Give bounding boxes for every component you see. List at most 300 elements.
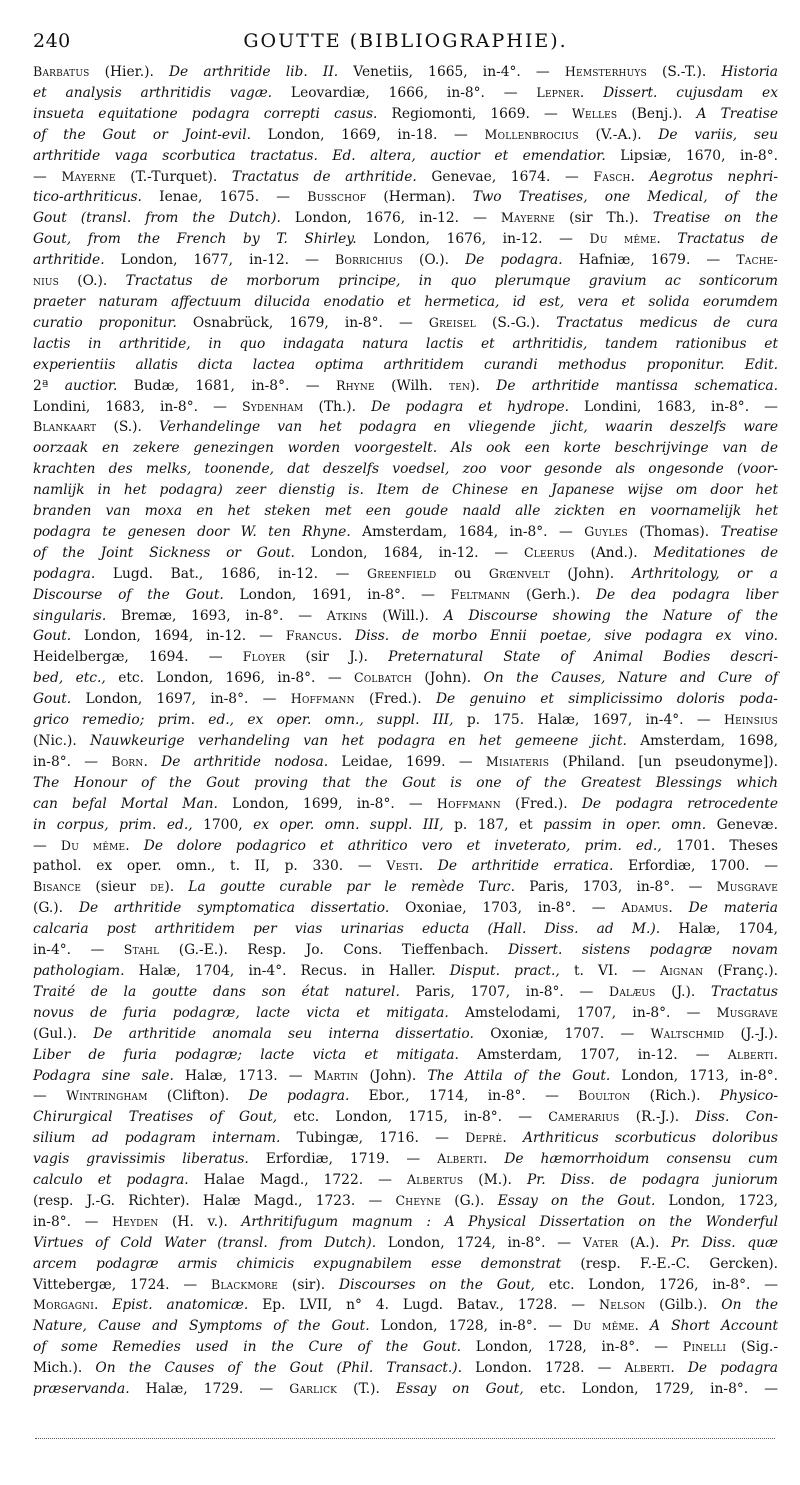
text-run: Bremæ, 1693, in-8°. — <box>106 607 327 624</box>
text-line <box>33 668 778 689</box>
text-run: ). <box>470 377 497 394</box>
italic-title: De podagra. <box>248 1088 350 1105</box>
italic-title: arthritide vaga scorbutica tractatus. Ed. altera, auctior et emendatior. <box>33 147 606 164</box>
italic-title: De genuino et simplicissimo doloris poda- <box>436 691 778 708</box>
author-name: Martin <box>313 1067 359 1083</box>
italic-title: podagra. <box>33 565 96 582</box>
text-run: Leovardiæ, 1666, in-8°. — <box>272 84 537 101</box>
author-name: Vater <box>582 1234 619 1250</box>
text-run: Oxoniae, 1703, in-8°. — <box>389 900 622 917</box>
text-run: p. 175. Halæ, 1697, in-4°. — <box>453 712 724 729</box>
italic-title: Podagra sine sale. <box>33 1067 174 1084</box>
italic-title: Tractatus de arthritide. <box>231 168 417 185</box>
italic-title: On the Causes of the Gout (Phil. Transact.). <box>95 1360 463 1377</box>
italic-title: Gout (transl. from the Dutch). <box>33 210 281 227</box>
text-run: 1701. Theses <box>661 837 779 854</box>
author-name: Barbatus <box>33 64 90 79</box>
text-run: Halae Magd., 1722. — <box>188 1172 407 1189</box>
text-run: (M.). <box>463 1172 527 1189</box>
author-name: Greisel <box>428 314 476 330</box>
text-run: . <box>773 1046 778 1063</box>
text-run: (Nic.). <box>33 733 91 749</box>
author-name: Garlick <box>289 1381 338 1397</box>
author-name: Busschof <box>307 189 367 205</box>
author-name: Adamus <box>621 900 669 916</box>
italic-title: calculo et podagra. <box>33 1172 189 1189</box>
text-run: (sieur <box>81 879 151 896</box>
text-line <box>33 961 778 982</box>
text-line <box>33 146 778 167</box>
text-run: (John). <box>411 670 484 687</box>
text-run: Londini, 1683, in-8°. — <box>569 398 778 415</box>
text-run: . <box>125 837 144 854</box>
text-line <box>33 1316 778 1337</box>
text-run: . <box>630 168 650 185</box>
text-run: 2ª <box>33 377 65 394</box>
text-run: in-8°. — <box>33 1213 113 1230</box>
text-run: Halæ, 1729. — <box>129 1381 290 1398</box>
italic-title: Essay on the Gout. <box>497 1192 656 1209</box>
text-line <box>33 585 778 606</box>
author-name: Morgagni <box>33 1297 94 1313</box>
text-line <box>33 1337 778 1358</box>
text-line <box>33 710 778 731</box>
italic-title: On the <box>721 1297 778 1314</box>
text-line <box>33 773 778 794</box>
text-line <box>33 376 778 397</box>
text-line <box>33 397 778 418</box>
author-name: Nelson <box>599 1297 646 1313</box>
text-run: Oxoniæ, 1707. — <box>473 1025 651 1042</box>
italic-title: podagra te genesen door W. ten Rhyne. <box>33 523 351 540</box>
text-run: London, 1728, in-8°. — <box>369 1318 574 1335</box>
text-run: Erfordiæ, 1719. — <box>248 1151 438 1168</box>
text-run: Lugd. Bat., 1686, in-12. — <box>95 565 368 582</box>
text-line <box>33 313 778 334</box>
text-line <box>33 1254 778 1275</box>
text-run: (Clifton). <box>147 1088 249 1105</box>
italic-title: De arthritide symptomatica dissertatio. <box>78 900 390 917</box>
author-name: Alberti <box>624 1360 671 1376</box>
text-run: (Rich.). <box>630 1088 720 1105</box>
italic-title: Tractatus de morborum principe, in quo plerumque gravium ac sonticorum <box>125 273 778 290</box>
italic-title: De variis, seu <box>658 126 778 143</box>
text-run: (John). <box>549 565 632 582</box>
text-run: ou <box>436 565 489 582</box>
text-run: Venetiis, 1665, in-4°. — <box>338 64 565 80</box>
author-name: Lepner <box>536 84 580 100</box>
author-name: Pinelli <box>682 1339 727 1355</box>
text-run: (John). <box>358 1067 428 1084</box>
text-line <box>33 1003 778 1024</box>
text-run: Halæ, 1704, <box>660 921 779 938</box>
text-line <box>33 292 778 313</box>
text-run: (Th.). <box>303 398 372 415</box>
text-run: (H. v.). <box>158 1213 242 1230</box>
text-run: (sir Th.). <box>555 210 653 227</box>
text-run: . <box>483 1151 505 1168</box>
text-line <box>33 1107 778 1128</box>
italic-title: A Short Account <box>650 1318 779 1335</box>
page-header <box>33 30 778 56</box>
italic-title: Chirurgical Treatises of Gout, <box>33 1109 278 1126</box>
italic-title: De dolore podagrico et athritico vero et inveterato, prim. ed., <box>143 837 662 854</box>
italic-title: The Honour of the Gout proving that the Gout is one of the Greatest Blessings which <box>33 774 778 791</box>
text-line <box>33 417 778 438</box>
author-name: Alberti <box>727 1046 774 1062</box>
text-run: Amstelodami, 1707, in-8°. — <box>448 1004 717 1021</box>
italic-title: Tractatus <box>710 983 778 1000</box>
italic-title: Gout. <box>33 628 72 645</box>
italic-title: De arthritide nodosa. <box>161 753 329 770</box>
italic-title: lactis in arthritide, in quo indagata natura lactis et arthritidis, tandem rationibus et <box>33 335 778 352</box>
italic-title: De arthritide lib. II. <box>169 64 339 80</box>
italic-title: Dissert. sistens podagræ novam <box>508 942 779 959</box>
text-line <box>33 271 778 292</box>
author-name: Mollenbrocius <box>484 126 579 142</box>
text-run: London, 1694, in-12. — <box>71 628 286 645</box>
text-run: (S.-G.). <box>475 314 557 331</box>
italic-title: of some Remedies used in the Cure of the Gout. <box>33 1339 462 1356</box>
text-line <box>33 647 778 668</box>
text-line <box>33 501 778 522</box>
footer-dotted-rule <box>35 1438 775 1439</box>
text-run: . <box>502 1130 523 1147</box>
bibliography-text <box>33 62 778 1400</box>
author-name: Guyles <box>584 523 628 539</box>
text-line <box>33 1045 778 1066</box>
text-run: (Fred.). <box>354 691 436 708</box>
text-line <box>33 250 778 271</box>
text-line <box>33 626 778 647</box>
text-run: (Wilh. <box>374 377 450 394</box>
text-line <box>33 1024 778 1045</box>
text-run: Budæ, 1681, in-8°. — <box>117 377 337 394</box>
italic-title: Aegrotus nephri- <box>649 168 778 185</box>
author-name: Borrichius <box>335 252 403 268</box>
author-name: Sydenham <box>241 398 304 414</box>
text-line <box>33 877 778 898</box>
text-line <box>33 125 778 146</box>
italic-title: Arthriticus scorbuticus doloribus <box>523 1130 778 1147</box>
italic-title: Gout. <box>33 691 72 708</box>
author-name: Blankaart <box>33 419 97 435</box>
text-run: Lipsiæ, 1670, in-8°. <box>605 147 778 164</box>
text-run: (Benj.). <box>617 105 697 122</box>
text-line <box>33 564 778 585</box>
author-name: Rhyne <box>336 377 375 393</box>
text-run: London, 1684, in-12. — <box>294 544 524 561</box>
italic-title: The Attila of the Gout. <box>427 1067 611 1084</box>
text-run: (G.). <box>441 1192 498 1209</box>
text-run: Ebor., 1714, in-8°. — <box>349 1088 579 1105</box>
text-run: . <box>143 753 162 770</box>
text-line <box>33 62 778 83</box>
author-name: Alberti <box>437 1151 484 1167</box>
author-name: Mayerne <box>500 210 556 226</box>
text-run: . <box>418 858 438 875</box>
text-run: (resp. J.-G. Richter). Halæ Magd., 1723. — <box>33 1192 396 1209</box>
italic-title: Liber de furia podagræ; lacte victa et mitigata. <box>33 1046 459 1063</box>
author-name: Floyer <box>242 649 286 665</box>
text-run: London. 1728. — <box>462 1360 625 1377</box>
text-run: (Fred.). <box>500 795 582 812</box>
text-run: (V.-A.). <box>578 126 659 143</box>
text-run: etc. London, 1726, in-8°. — <box>534 1276 779 1293</box>
text-run: Mich.). <box>33 1360 96 1377</box>
text-run: (T.). <box>337 1381 396 1398</box>
text-line <box>33 543 778 564</box>
text-run: (Gul.). <box>33 1025 94 1042</box>
text-line <box>33 1066 778 1087</box>
author-name: Cheyne <box>395 1192 442 1208</box>
text-line <box>33 229 778 250</box>
italic-title: Arthritifugum magnum : A Physical Dissertation on the Wonderful <box>241 1213 778 1230</box>
text-run: London, 1723, <box>655 1192 778 1209</box>
author-name: Grœnvelt <box>488 565 550 581</box>
text-run: (G.). <box>33 900 79 917</box>
text-run: . <box>634 1318 651 1335</box>
text-run: Halæ, 1704, in-4°. Recus. in Haller. <box>124 962 450 979</box>
author-name: Aignan <box>659 962 704 978</box>
text-run: Genevæ. <box>706 816 778 833</box>
text-run: etc. London, 1715, in-8°. — <box>277 1109 549 1126</box>
text-run: London, 1724, in-8°. — <box>376 1234 583 1251</box>
italic-title: Diss. Con- <box>695 1109 779 1126</box>
author-name: Du même <box>573 1318 635 1334</box>
text-run: Erfordiæ, 1700. — <box>613 858 778 875</box>
text-line <box>33 187 778 208</box>
text-run: Paris, 1703, in-8°. — <box>515 879 717 896</box>
text-run: London, 1699, in-8°. — <box>217 795 437 812</box>
text-run: . <box>337 628 356 645</box>
italic-title: Treatise on the <box>652 210 779 227</box>
italic-title: experientiis allatis dicta lactea optima arthritidem curandi methodus proponitur. Edit. <box>33 356 778 373</box>
author-name: Heinsius <box>723 712 779 728</box>
italic-title: Discourses on the Gout, <box>339 1276 535 1293</box>
italic-title: A Treatise <box>696 105 778 122</box>
italic-title: krachten des melks, toonende, dat deszelfs voedsel, zoo voor gesonde als ongesonde (voor- <box>33 461 778 478</box>
text-run: . <box>93 1297 113 1314</box>
author-name: Welles <box>571 105 618 121</box>
italic-title: præservanda. <box>33 1381 130 1398</box>
text-run: . <box>656 231 678 248</box>
text-run: Genevae, 1674. — <box>416 168 594 185</box>
italic-title: Epist. anatomicæ. <box>112 1297 249 1314</box>
text-run: Tubingæ, 1716. — <box>280 1130 466 1147</box>
author-name: Musgrave <box>716 879 779 895</box>
author-name: Musgrave <box>716 1004 778 1020</box>
italic-title: pathologiam. <box>33 962 125 979</box>
text-line <box>33 856 778 877</box>
italic-title: auctior. <box>64 377 118 394</box>
text-run: Hafniæ, 1679. — <box>562 252 737 269</box>
text-run: (G.-E.). Resp. Jo. Cons. Tieffenbach. <box>159 942 509 959</box>
text-line <box>33 355 778 376</box>
text-run: (Thomas). <box>627 523 721 540</box>
italic-title: Dissert. cujusdam ex <box>603 84 778 101</box>
text-run: London, 1676, in-12. — <box>280 210 501 227</box>
italic-title: et analysis arthritidis vagæ. <box>33 84 273 101</box>
text-line <box>33 1295 778 1316</box>
italic-title: Diss. de morbo Ennii poetae, sive podagra ex vino. <box>355 628 778 645</box>
author-name: Du même <box>60 837 126 853</box>
text-run: Leidae, 1699. — <box>328 753 486 770</box>
author-name: Stahl <box>123 942 160 958</box>
author-name: Blackmore <box>211 1276 279 1292</box>
text-run: (Gerh.). <box>510 586 596 603</box>
italic-title: De podagra retrocedente <box>581 795 778 812</box>
italic-title: De hæmorrhoidum consensu cum <box>504 1151 778 1168</box>
author-name: ten <box>449 377 471 393</box>
italic-title: curatio proponitur. <box>33 314 177 331</box>
text-line <box>33 480 778 501</box>
text-run: London, 1728, in-8°. — <box>461 1339 683 1356</box>
italic-title: praeter naturam affectuum dilucida enodatio et hermetica, id est, vera et solida eorumdem <box>33 293 778 310</box>
text-run: (S.-T.). <box>646 64 722 80</box>
author-name: Atkins <box>326 607 368 623</box>
text-run: in-4°. — <box>33 942 124 959</box>
text-line <box>33 208 778 229</box>
author-name: Hoffmann <box>436 795 501 811</box>
text-run: Paris, 1707, in-8°. — <box>399 983 610 1000</box>
italic-title: Disput. pract., <box>449 962 560 979</box>
text-line <box>33 1233 778 1254</box>
text-line <box>33 1149 778 1170</box>
text-run: London, 1697, in-8°. — <box>71 691 291 708</box>
text-line <box>33 752 778 773</box>
italic-title: Verhandelinge van het podagra en vliegende jicht, waarin deszelfs ware <box>159 419 778 436</box>
italic-title: Physico- <box>719 1088 778 1105</box>
author-name: Mayerne <box>61 168 116 184</box>
italic-title: silium ad podagram internam. <box>33 1130 281 1147</box>
text-run: — <box>33 168 62 185</box>
text-line <box>33 815 778 836</box>
author-name: Hemsterhuys <box>564 64 647 79</box>
italic-title: Preternatural State of Animal Bodies descri- <box>388 649 778 666</box>
author-name: Camerarius <box>548 1109 620 1125</box>
text-line <box>33 898 778 919</box>
text-run: etc. London, 1696, in-8°. — <box>105 670 355 687</box>
text-run: ). <box>164 879 189 896</box>
author-name: Wintringham <box>66 1088 148 1104</box>
author-name: de <box>150 879 165 895</box>
text-run: Amsterdam, 1698, <box>626 733 778 749</box>
italic-title: On the Causes, Nature and Cure of <box>483 670 779 687</box>
text-line <box>33 522 778 543</box>
italic-title: insueta equitatione podagra correpti casus. <box>33 105 378 122</box>
text-run: London, 1669, in-18. — <box>251 126 485 143</box>
text-line <box>33 1275 778 1296</box>
italic-title: arthritide. <box>33 252 105 269</box>
author-name: Deprè <box>465 1130 503 1146</box>
italic-title: Essay on Gout, <box>395 1381 524 1398</box>
author-name: Misiateris <box>485 753 550 769</box>
italic-title: La goutte curable par le remède Turc. <box>188 879 516 896</box>
text-run: London, 1677, in-12. — <box>104 252 336 269</box>
italic-title: in corpus, prim. ed., <box>33 816 193 833</box>
author-name: Fasch <box>593 168 631 184</box>
text-run: (T.-Turquet). <box>115 168 232 185</box>
text-line <box>33 689 778 710</box>
italic-title: arcem podagræ armis chimicis expugnabilem esse demonstrat <box>33 1255 562 1272</box>
text-line <box>33 731 778 752</box>
text-run: (sir). <box>278 1276 340 1293</box>
italic-title: singularis. <box>33 607 107 624</box>
italic-title: of the Joint Sickness or Gout. <box>33 544 295 561</box>
italic-title: Historia <box>721 64 778 80</box>
text-line <box>33 1086 778 1107</box>
author-name: Vesti <box>386 858 419 874</box>
text-run: in-8°. — <box>33 753 112 770</box>
text-run: (And.). <box>574 544 654 561</box>
text-run: (O.). <box>402 252 466 269</box>
text-line <box>33 1128 778 1149</box>
text-run: (sir J.). <box>285 649 389 666</box>
text-line <box>33 606 778 627</box>
text-line <box>33 438 778 459</box>
text-line <box>33 919 778 940</box>
italic-title: Nature, Cause and Symptoms of the Gout. <box>33 1318 370 1335</box>
author-name: Boulton <box>578 1088 631 1104</box>
italic-title: oorzaak en zekere genezingen worden voorgestelt. Als ook een korte beschrijvinge van de <box>33 440 778 457</box>
text-run: etc. London, 1729, in-8°. — <box>523 1381 779 1398</box>
italic-title: Traité de la goutte dans son état naturel. <box>33 983 400 1000</box>
italic-title: Tractatus medicus de cura <box>556 314 778 331</box>
text-line <box>33 982 778 1003</box>
italic-title: branden van moxa en het steken met een goude naald alle zickten en voornamelijk het <box>33 503 778 520</box>
text-run: — <box>33 837 61 854</box>
text-run: — <box>33 1088 67 1105</box>
text-run: . <box>670 1360 688 1377</box>
italic-title: Tractatus de <box>677 231 779 248</box>
author-name: Heyden <box>112 1213 159 1229</box>
running-head: GOUTTE (BIBLIOGRAPHIE). <box>243 30 568 52</box>
text-line <box>33 1358 778 1379</box>
italic-title: Gout, from the French by T. Shirley. <box>33 231 357 248</box>
author-name: Francus <box>285 628 338 644</box>
text-line <box>33 940 778 961</box>
author-name: Colbatch <box>354 670 412 686</box>
italic-title: De podagra et hydrope. <box>371 398 570 415</box>
text-run: Londini, 1683, in-8°. — <box>33 398 242 415</box>
italic-title: Discourse of the Gout. <box>33 586 224 603</box>
author-name: Feltmann <box>450 586 511 602</box>
text-run: (Will.). <box>367 607 444 624</box>
text-run: 1700, <box>192 816 254 833</box>
italic-title: De materia <box>688 900 779 917</box>
author-name: Waltschmid <box>650 1025 725 1041</box>
author-name: Born <box>111 753 144 769</box>
italic-title: Meditationes de <box>653 544 779 561</box>
italic-title: Pr. Diss. de podagra juniorum <box>526 1172 778 1189</box>
text-line <box>33 104 778 125</box>
text-run: (O.). <box>58 273 126 290</box>
italic-title: A Discourse showing the Nature of the <box>443 607 778 624</box>
text-run: t. VI. — <box>559 962 660 979</box>
text-run: (Herman). <box>366 189 473 206</box>
author-name: Du même <box>589 231 657 247</box>
text-run: (J.-J.). <box>724 1025 779 1042</box>
text-run: (Hier.). <box>89 64 169 80</box>
text-run: Regiomonti, 1669. — <box>377 105 572 122</box>
text-line <box>33 83 778 104</box>
text-run: . <box>579 84 604 101</box>
text-run: pathol. ex oper. omn., t. II, p. 330. — <box>33 858 387 875</box>
italic-title: Pr. Diss. quæ <box>671 1234 778 1251</box>
text-run: London, 1676, in-12. — <box>356 231 590 248</box>
page-number: 240 <box>33 30 71 52</box>
